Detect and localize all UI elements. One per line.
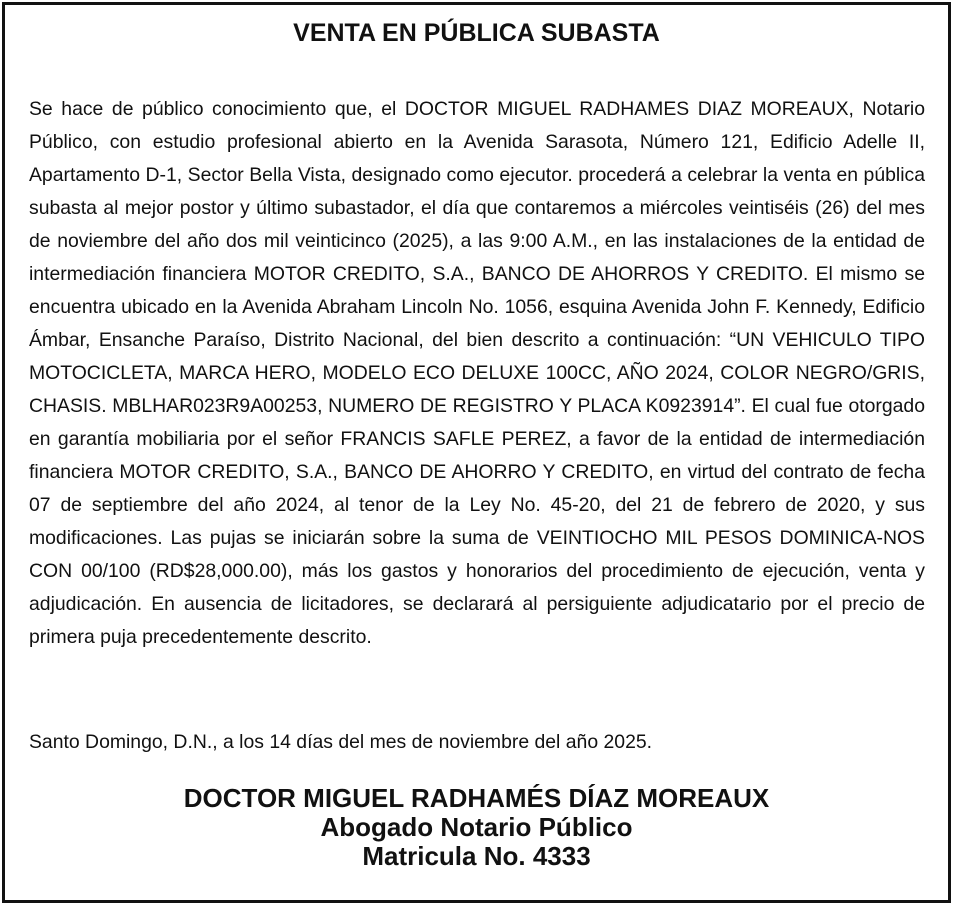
signature-block — [5, 784, 948, 871]
notice-dateline: Santo Domingo, D.N., a los 14 días del mes de noviembre del año 2025. — [29, 731, 653, 753]
notice-body: Se hace de público conocimiento que, el DOCTOR MIGUEL RADHAMES DIAZ MOREAUX, Notario Público, con estudio profesional abierto en la Avenida Sarasota, Número 121, Edificio Adelle II, Apartamento D-1, Sector Bella Vista, designado como ejecutor. procederá a celebrar la venta en pública subasta al mejor postor y último subastador, el día que contaremos a miércoles veintiséis (26) del mes de noviembre del año dos mil veinticinco (2025), a las 9:00 A.M., en las instalaciones de la entidad de intermediación financiera MOTOR CREDITO, S.A., BANCO DE AHORROS Y CREDITO. El mismo se encuentra ubicado en la Avenida Abraham Lincoln No. 1056, esquina Avenida John F. Kennedy, Edificio Ámbar, Ensanche Paraíso, Distrito Nacional, del bien descrito a continuación: “UN VEHICULO TIPO MOTOCICLETA, MARCA HERO, MODELO ECO DELUXE 100CC, AÑO 2024, COLOR NEGRO/GRIS, CHASIS. MBLHAR023R9A00253, NUMERO DE REGISTRO Y PLACA K0923914”. El cual fue otorgado en garantía mobiliaria por el señor FRANCIS SAFLE PEREZ, a favor de la entidad de intermediación financiera MOTOR CREDITO, S.A., BANCO DE AHORRO Y CREDITO, en virtud del contrato de fecha 07 de septiembre del año 2024, al tenor de la Ley No. 45-20, del 21 de febrero de 2020, y sus modificaciones. Las pujas se iniciarán sobre la suma de VEINTIOCHO MIL PESOS DOMINICA-NOS CON 00/100 (RD$28,000.00), más los gastos y honorarios del procedimiento de ejecución, venta y adjudicación. En ausencia de licitadores, se declarará al persiguiente adjudicatario por el precio de primera puja precedentemente descrito. — [29, 98, 925, 648]
notice-border — [2, 2, 951, 903]
signatory-registration: Matricula No. 4333 — [362, 841, 591, 871]
signatory-name: DOCTOR MIGUEL RADHAMÉS DÍAZ MOREAUX — [183, 783, 770, 813]
notice-title: VENTA EN PÚBLICA SUBASTA — [293, 19, 660, 47]
signatory-role: Abogado Notario Público — [320, 812, 633, 842]
